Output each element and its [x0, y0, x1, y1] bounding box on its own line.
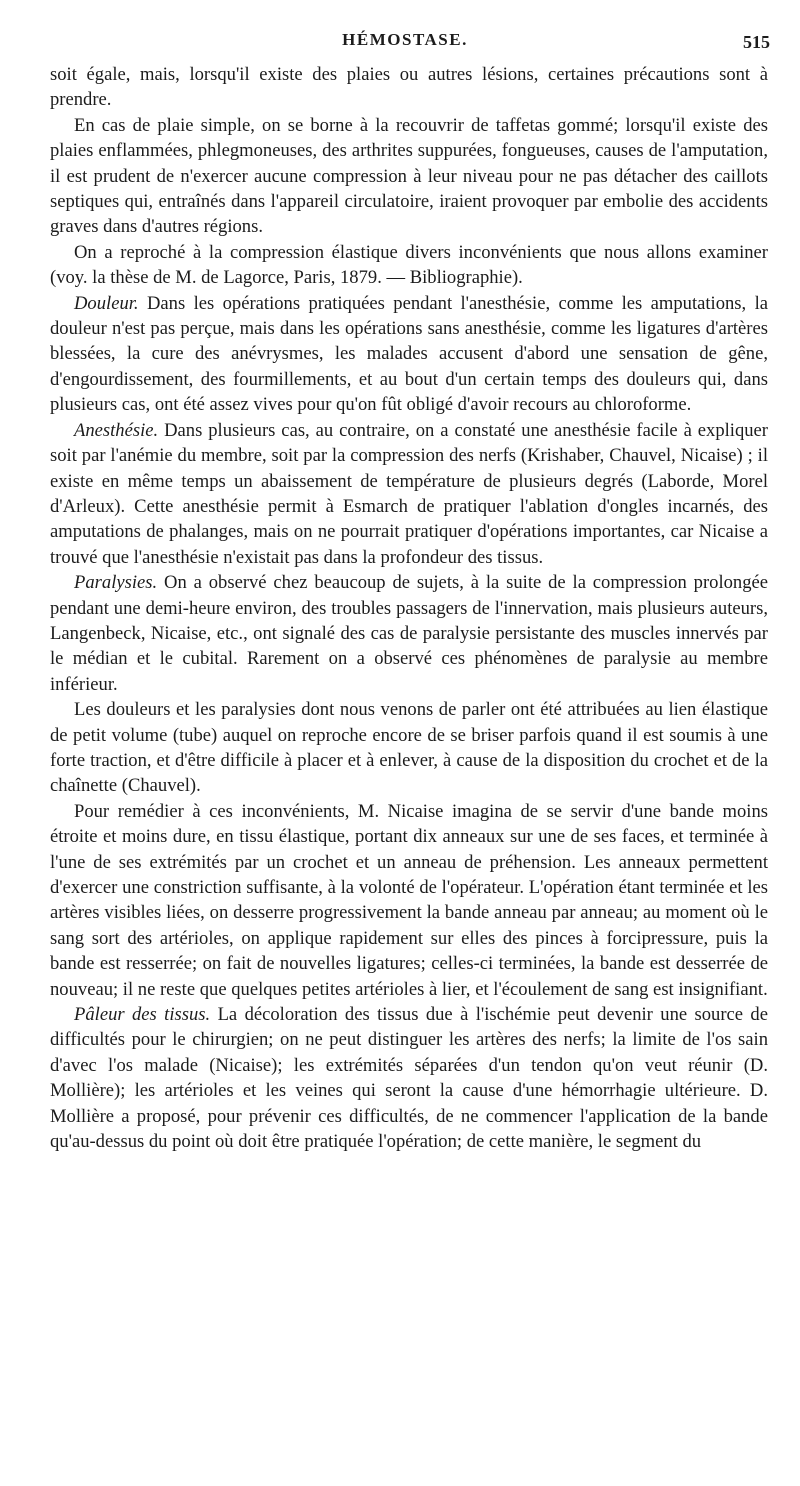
paragraph-text: Les douleurs et les paralysies dont nous venons de parler ont été attribuées au lien élastique de petit volume (tube) auquel on reproche encore de se briser parfois quand il est soumis à une forte traction, et d'être difficile à placer et à enlever, à cause de la disposition du crochet et de la chaînette (Chauvel). — [50, 699, 768, 797]
paragraph-paralysies — [50, 570, 768, 697]
paragraph-text: En cas de plaie simple, on se borne à la recouvrir de taffetas gommé; lorsqu'il existe des plaies enflammées, phlegmoneuses, des arthrites suppurées, fongueuses, causes de l'amputation, il est prudent de n'exercer aucune compression à leur niveau pour ne pas détacher des caillots septiques qui, entraînés dans l'appareil circulatoire, iraient provoquer par embolie des accidents graves dans d'autres régions. — [50, 114, 768, 238]
paragraph-continuation — [50, 62, 768, 113]
paragraph-taffetas — [50, 113, 768, 240]
paragraph-text: Pour remédier à ces inconvénients, M. Nicaise imagina de se servir d'une bande moins étroite et moins dure, en tissu élastique, portant dix anneaux sur une de ses faces, et terminée à l'une de ses extrémités par un crochet et un anneau de préhension. Les anneaux permettent d'exercer une constriction suffisante, à la volonté de l'opérateur. L'opération étant terminée et les artères visibles liées, on desserre progressivement la bande anneau par anneau; au moment où le sang sort des artérioles, on applique rapidement sur elles des pinces à forcipressure, puis la bande est resserrée; on fait de nouvelles ligatures; celles-ci terminées, la bande est desserrée de nouveau; il ne reste que quelques petites artérioles à lier, et l'écoulement de sang est insignifiant. — [50, 800, 768, 1000]
paragraph-nicaise-bande — [50, 799, 768, 1002]
paragraph-text: La décoloration des tissus due à l'ischémie peut devenir une source de difficultés pour le chirurgien; on ne peut distinguer les artères des nerfs; la limite de l'os sain d'avec l'os malade (Nicaise); les extrémités séparées d'un tendon qu'on veut réunir (D. Mollière); les artérioles et les veines qui seront la cause d'une hémorrhagie ultérieure. D. Mollière a proposé, pour prévenir ces difficultés, de ne commencer l'application de la bande qu'au-dessus du point où doit être pratiquée l'opération; de cette manière, le segment du — [50, 1004, 768, 1153]
paragraph-lien-elastique — [50, 697, 768, 799]
paragraph-douleur — [50, 291, 768, 418]
page-title: HÉMOSTASE. — [342, 30, 468, 49]
paragraph-lead: Anesthésie. — [74, 419, 159, 441]
running-header — [40, 30, 770, 56]
paragraph-text: soit égale, mais, lorsqu'il existe des plaies ou autres lésions, certaines précautions sont à prendre. — [50, 64, 768, 111]
paragraph-lead: Douleur. — [74, 292, 139, 314]
paragraph-anesthesie — [50, 418, 768, 570]
page-number: 515 — [743, 32, 770, 52]
paragraph-text: On a reproché à la compression élastique divers inconvénients que nous allons examiner (voy. la thèse de M. de Lagorce, Paris, 1879. — Bibliographie). — [50, 241, 768, 289]
paragraph-text: On a observé chez beaucoup de sujets, à la suite de la compression prolongée pendant une demi-heure environ, des troubles passagers de l'innervation, mais plusieurs auteurs, Langenbeck, Nicaise, etc., ont signalé des cas de paralysie persistante des muscles innervés par le médian et le cubital. Rarement on a observé ces phénomènes de paralysie au membre inférieur. — [50, 572, 769, 695]
paragraph-lead: Paralysies. — [74, 572, 158, 594]
body-text — [50, 62, 768, 1154]
paragraph-paleur — [50, 1002, 768, 1154]
paragraph-lead: Pâleur des tissus. — [74, 1004, 211, 1026]
paragraph-text: Dans les opérations pratiquées pendant l'anesthésie, comme les amputations, la douleur n'est pas perçue, mais dans les opérations sans anesthésie, comme les ligatures d'artères blessées, la cure des anévrysmes, les malades accusent d'abord une sensation de gêne, d'engourdissement, des fourmillements, et au bout d'un certain temps des douleurs qui, dans plusieurs cas, ont été assez vives pour qu'on fût obligé d'avoir recours au chloroforme. — [50, 292, 768, 416]
paragraph-inconvenients — [50, 240, 768, 291]
paragraph-text: Dans plusieurs cas, au contraire, on a constaté une anesthésie facile à expliquer soit par l'anémie du membre, soit par la compression des nerfs (Krishaber, Chauvel, Nicaise) ; il existe en même temps un abaissement de température de plusieurs degrés (Laborde, Morel d'Arleux). Cette anesthésie permit à Esmarch de pratiquer l'ablation d'ongles incarnés, des amputations de phalanges, mais on ne pourrait pratiquer d'opérations importantes, car Nicaise a trouvé que l'anesthésie n'existait pas dans la profondeur des tissus. — [50, 419, 768, 568]
